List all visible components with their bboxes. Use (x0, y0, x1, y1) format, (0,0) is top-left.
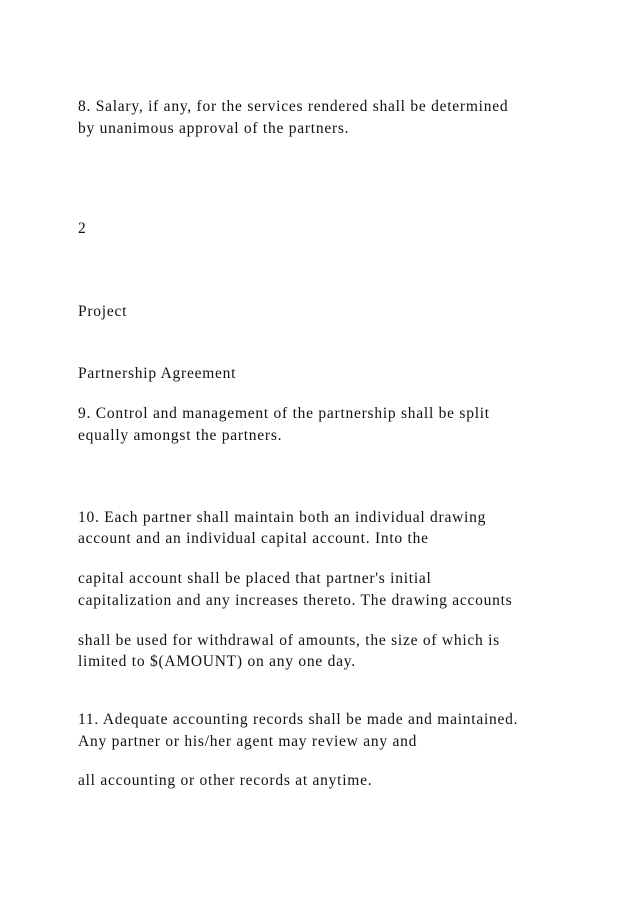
item-10-line-1: 10. Each partner shall maintain both an individual drawing (78, 509, 487, 526)
item-11-line-3: all accounting or other records at anytime. (78, 772, 373, 789)
item-10-line-6: limited to $(AMOUNT) on any one day. (78, 653, 356, 670)
agreement-title: Partnership Agreement (78, 365, 237, 382)
page-number: 2 (78, 220, 87, 237)
item-10-line-5: shall be used for withdrawal of amounts, the size of which is (78, 632, 500, 649)
item-10-line-2: account and an individual capital account. Into the (78, 530, 429, 547)
item-11-line-2: Any partner or his/her agent may review any and (78, 733, 418, 750)
item-10-line-3: capital account shall be placed that partner's initial (78, 570, 432, 587)
item-9-line-1: 9. Control and management of the partnership shall be split (78, 405, 490, 422)
item-8-line-2: by unanimous approval of the partners. (78, 120, 350, 137)
project-label: Project (78, 303, 128, 320)
item-11-line-1: 11. Adequate accounting records shall be made and maintained. (78, 711, 519, 728)
item-8-line-1: 8. Salary, if any, for the services rendered shall be determined (78, 98, 509, 115)
item-9-line-2: equally amongst the partners. (78, 427, 283, 444)
item-10-line-4: capitalization and any increases thereto. The drawing accounts (78, 592, 513, 609)
